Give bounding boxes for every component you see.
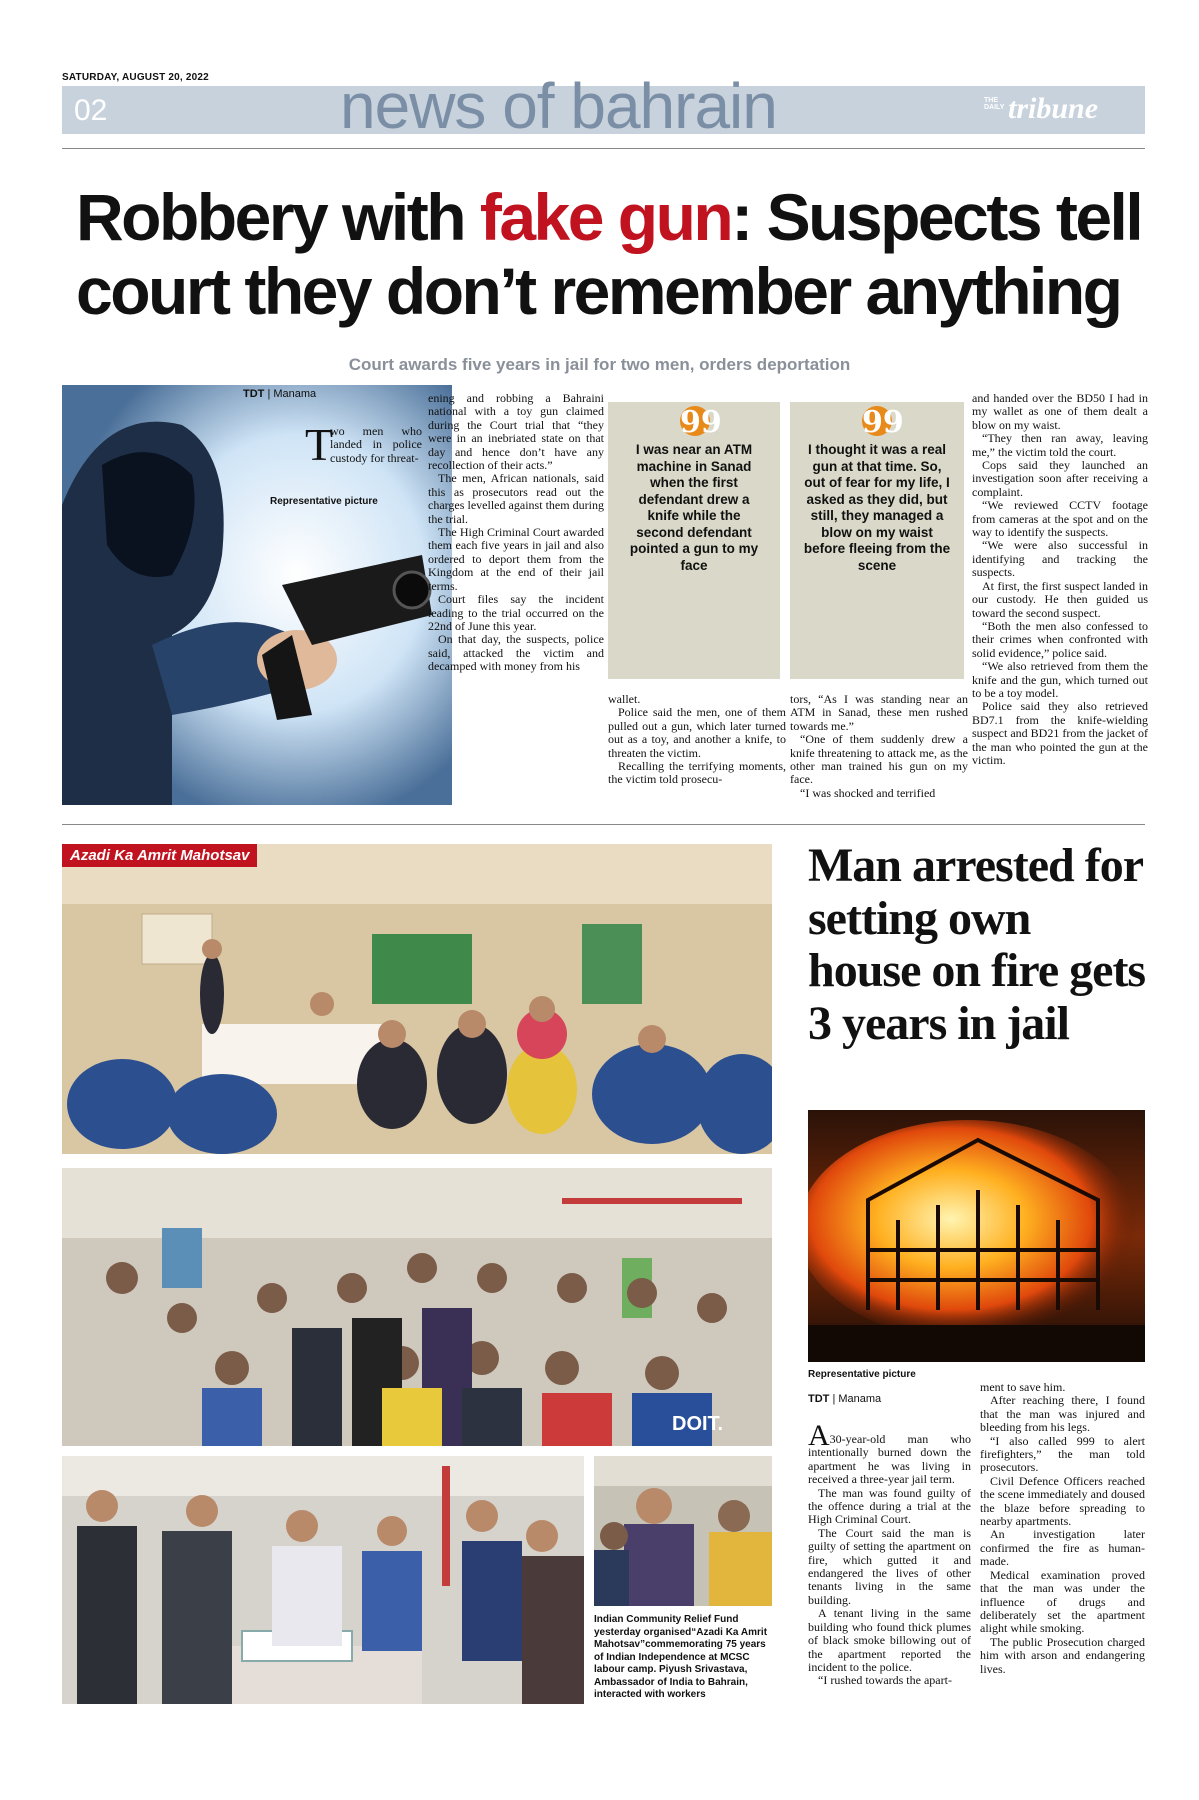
paragraph: “One of them suddenly drew a knife threatening to attack me, as the other man trained his gun on my face. bbox=[790, 732, 968, 787]
byline-sep: | bbox=[829, 1393, 839, 1405]
story1-byline bbox=[243, 388, 316, 400]
paragraph: ment to save him. bbox=[980, 1380, 1066, 1394]
paragraph: Court files say the incident leading to the trial occurred on the 22nd of June this year. bbox=[428, 592, 604, 633]
story2-headline: Man arrested for setting own house on fire gets 3 years in jail bbox=[808, 839, 1146, 1050]
brand-logo: tribune bbox=[1008, 92, 1099, 125]
headline-highlight: fake gun bbox=[479, 180, 732, 254]
burning-house-photo bbox=[808, 1110, 1145, 1362]
paragraph: Recalling the terrifying moments, the victim told prosecu- bbox=[608, 759, 786, 787]
story2-byline bbox=[808, 1393, 881, 1405]
paragraph: A tenant living in the same building who found thick plumes of black smoke billowing out of the apartment reported the incident to the police. bbox=[808, 1606, 971, 1674]
story1-subhead: Court awards five years in jail for two men, orders deportation bbox=[348, 355, 851, 374]
event-photo-group bbox=[62, 1168, 772, 1446]
event-caption: Indian Community Relief Fund yesterday organised“Azadi Ka Amrit Mahotsav”commemorating 75 years of Indian Independence at MCSC labour camp. Piyush Srivastava, Ambassador of India to Bahrain, interacted with workers bbox=[594, 1614, 768, 1700]
brand-prefix: THE DAILY bbox=[984, 97, 1005, 111]
drop-cap: A bbox=[808, 1419, 830, 1452]
paragraph: The man was found guilty of the offence during a trial at the High Criminal Court. bbox=[808, 1485, 971, 1527]
paragraph: The High Criminal Court awarded them each five years in jail and also ordered to deport them from the Kingdom at the end of their jail terms. bbox=[428, 525, 604, 593]
byline-place: Manama bbox=[838, 1393, 882, 1405]
paragraph: “We also retrieved from them the knife and the gun, which turned out to be a toy model. bbox=[972, 659, 1148, 700]
byline-sep: | bbox=[264, 388, 274, 400]
paragraph: “We were also successful in identifying and tracking the suspects. bbox=[972, 538, 1148, 580]
paragraph: The public Prosecution charged him with arson and endangering lives. bbox=[980, 1634, 1145, 1676]
paragraph: The Court said the man is guilty of setting the apartment on fire, which gutted it and endangered the lives of other tenants living in the same building. bbox=[808, 1525, 971, 1607]
quote-icon: 99 bbox=[862, 405, 904, 440]
drop-cap: T bbox=[305, 419, 334, 470]
paragraph: Cops said they launched an investigation soon after receiving a complaint. bbox=[972, 458, 1148, 499]
paragraph: “I also called 999 to alert firefighters,” the man told prosecutors. bbox=[980, 1433, 1145, 1475]
quote-icon: 99 bbox=[680, 405, 722, 440]
shirt-text: DOIT. bbox=[672, 1413, 724, 1435]
story1-headline bbox=[76, 180, 1146, 328]
page-number: 02 bbox=[74, 94, 108, 127]
paragraph bbox=[808, 1419, 971, 1487]
story1-col2 bbox=[428, 392, 604, 674]
event-photo-cake bbox=[62, 1456, 584, 1704]
paragraph: “Both the men also confessed to their crimes when confronted with solid evidence,” police said. bbox=[972, 618, 1148, 660]
paragraph: “They then ran away, leaving me,” the victim told the court. bbox=[972, 431, 1148, 459]
pull-quote-1: I was near an ATM machine in Sanad when the first defendant drew a knife while the second defendant pointed a gun to my face bbox=[629, 442, 759, 573]
divider bbox=[62, 148, 1145, 149]
story1-col3 bbox=[608, 693, 786, 787]
paragraph: “We reviewed CCTV footage from cameras at the spot and on the way to identify the suspects. bbox=[972, 498, 1148, 540]
paragraph: tors, “As I was standing near an ATM in Sanad, these men rushed towards me.” bbox=[790, 692, 968, 733]
paragraph: “I was shocked and terrified bbox=[800, 785, 936, 800]
story1-col5 bbox=[972, 392, 1148, 767]
section-title: news of bahrain bbox=[340, 70, 777, 142]
byline-org: TDT bbox=[808, 1393, 830, 1405]
paragraph: On that day, the suspects, police said, attacked the victim and decamped with money from his bbox=[428, 632, 604, 674]
byline-place: Manama bbox=[273, 388, 317, 400]
story1-photo-caption: Representative picture bbox=[270, 496, 378, 507]
paragraph: Police said they also retrieved BD7.1 from the knife-wielding suspect and BD21 from the jacket of the man who pointed the gun at the victim. bbox=[972, 699, 1148, 767]
byline-org: TDT bbox=[243, 388, 265, 400]
paragraph: Police said the men, one of them pulled out a gun, which later turned out as a toy, and another a knife, to threaten the victim. bbox=[608, 705, 786, 760]
paragraph: The men, African nationals, said this as prosecutors read out the charges levelled against them during the trial. bbox=[428, 471, 604, 526]
event-tag: Azadi Ka Amrit Mahotsav bbox=[62, 844, 257, 867]
pull-quote-2: I thought it was a real gun at that time. So, out of fear for my life, I asked as they did, but still, they managed a blow on my waist before fleeing from the scene bbox=[803, 442, 951, 573]
story1-col4 bbox=[790, 693, 968, 800]
paragraph: An investigation later confirmed the fire as human-made. bbox=[980, 1527, 1145, 1569]
paragraph: wallet. bbox=[608, 692, 641, 706]
paragraph-text: 30-year-old man who intentionally burned down the apartment he was living in received a three-year jail term. bbox=[808, 1432, 971, 1487]
headline-part-a: Robbery with bbox=[76, 180, 480, 254]
divider bbox=[62, 824, 1145, 825]
event-photo-seated bbox=[62, 844, 772, 1154]
story2-col2 bbox=[980, 1381, 1145, 1676]
paragraph: “I rushed towards the apart- bbox=[818, 1673, 952, 1688]
headline-part-b: : Suspects tell court they don’t remember anything bbox=[76, 180, 1142, 328]
paragraph: Civil Defence Officers reached the scene immediately and doused the blaze before spreading to nearby apartments. bbox=[980, 1473, 1145, 1529]
paragraph: ening and robbing a Bahraini national with a toy gun claimed during the Court trial that “they were in an inebriated state on that day and hence don’t have any recollection of their acts.” bbox=[428, 391, 604, 473]
paragraph: and handed over the BD50 I had in my wallet as one of them dealt a blow on my waist. bbox=[972, 391, 1148, 432]
paragraph: At first, the first suspect landed in our custody. He then guided us toward the second suspect. bbox=[972, 578, 1148, 620]
event-photo-interaction bbox=[594, 1456, 772, 1606]
story2-photo-caption: Representative picture bbox=[808, 1369, 916, 1380]
issue-date: SATURDAY, AUGUST 20, 2022 bbox=[62, 72, 209, 83]
story2-col1 bbox=[808, 1419, 971, 1688]
paragraph: Medical examination proved that the man was under the influence of drugs and deliberately set the apartment alight while smoking. bbox=[980, 1567, 1145, 1636]
story1-col1: wo men who landed in police custody for threat- bbox=[330, 424, 422, 465]
paragraph: After reaching there, I found that the man was injured and bleeding from his legs. bbox=[980, 1393, 1145, 1435]
